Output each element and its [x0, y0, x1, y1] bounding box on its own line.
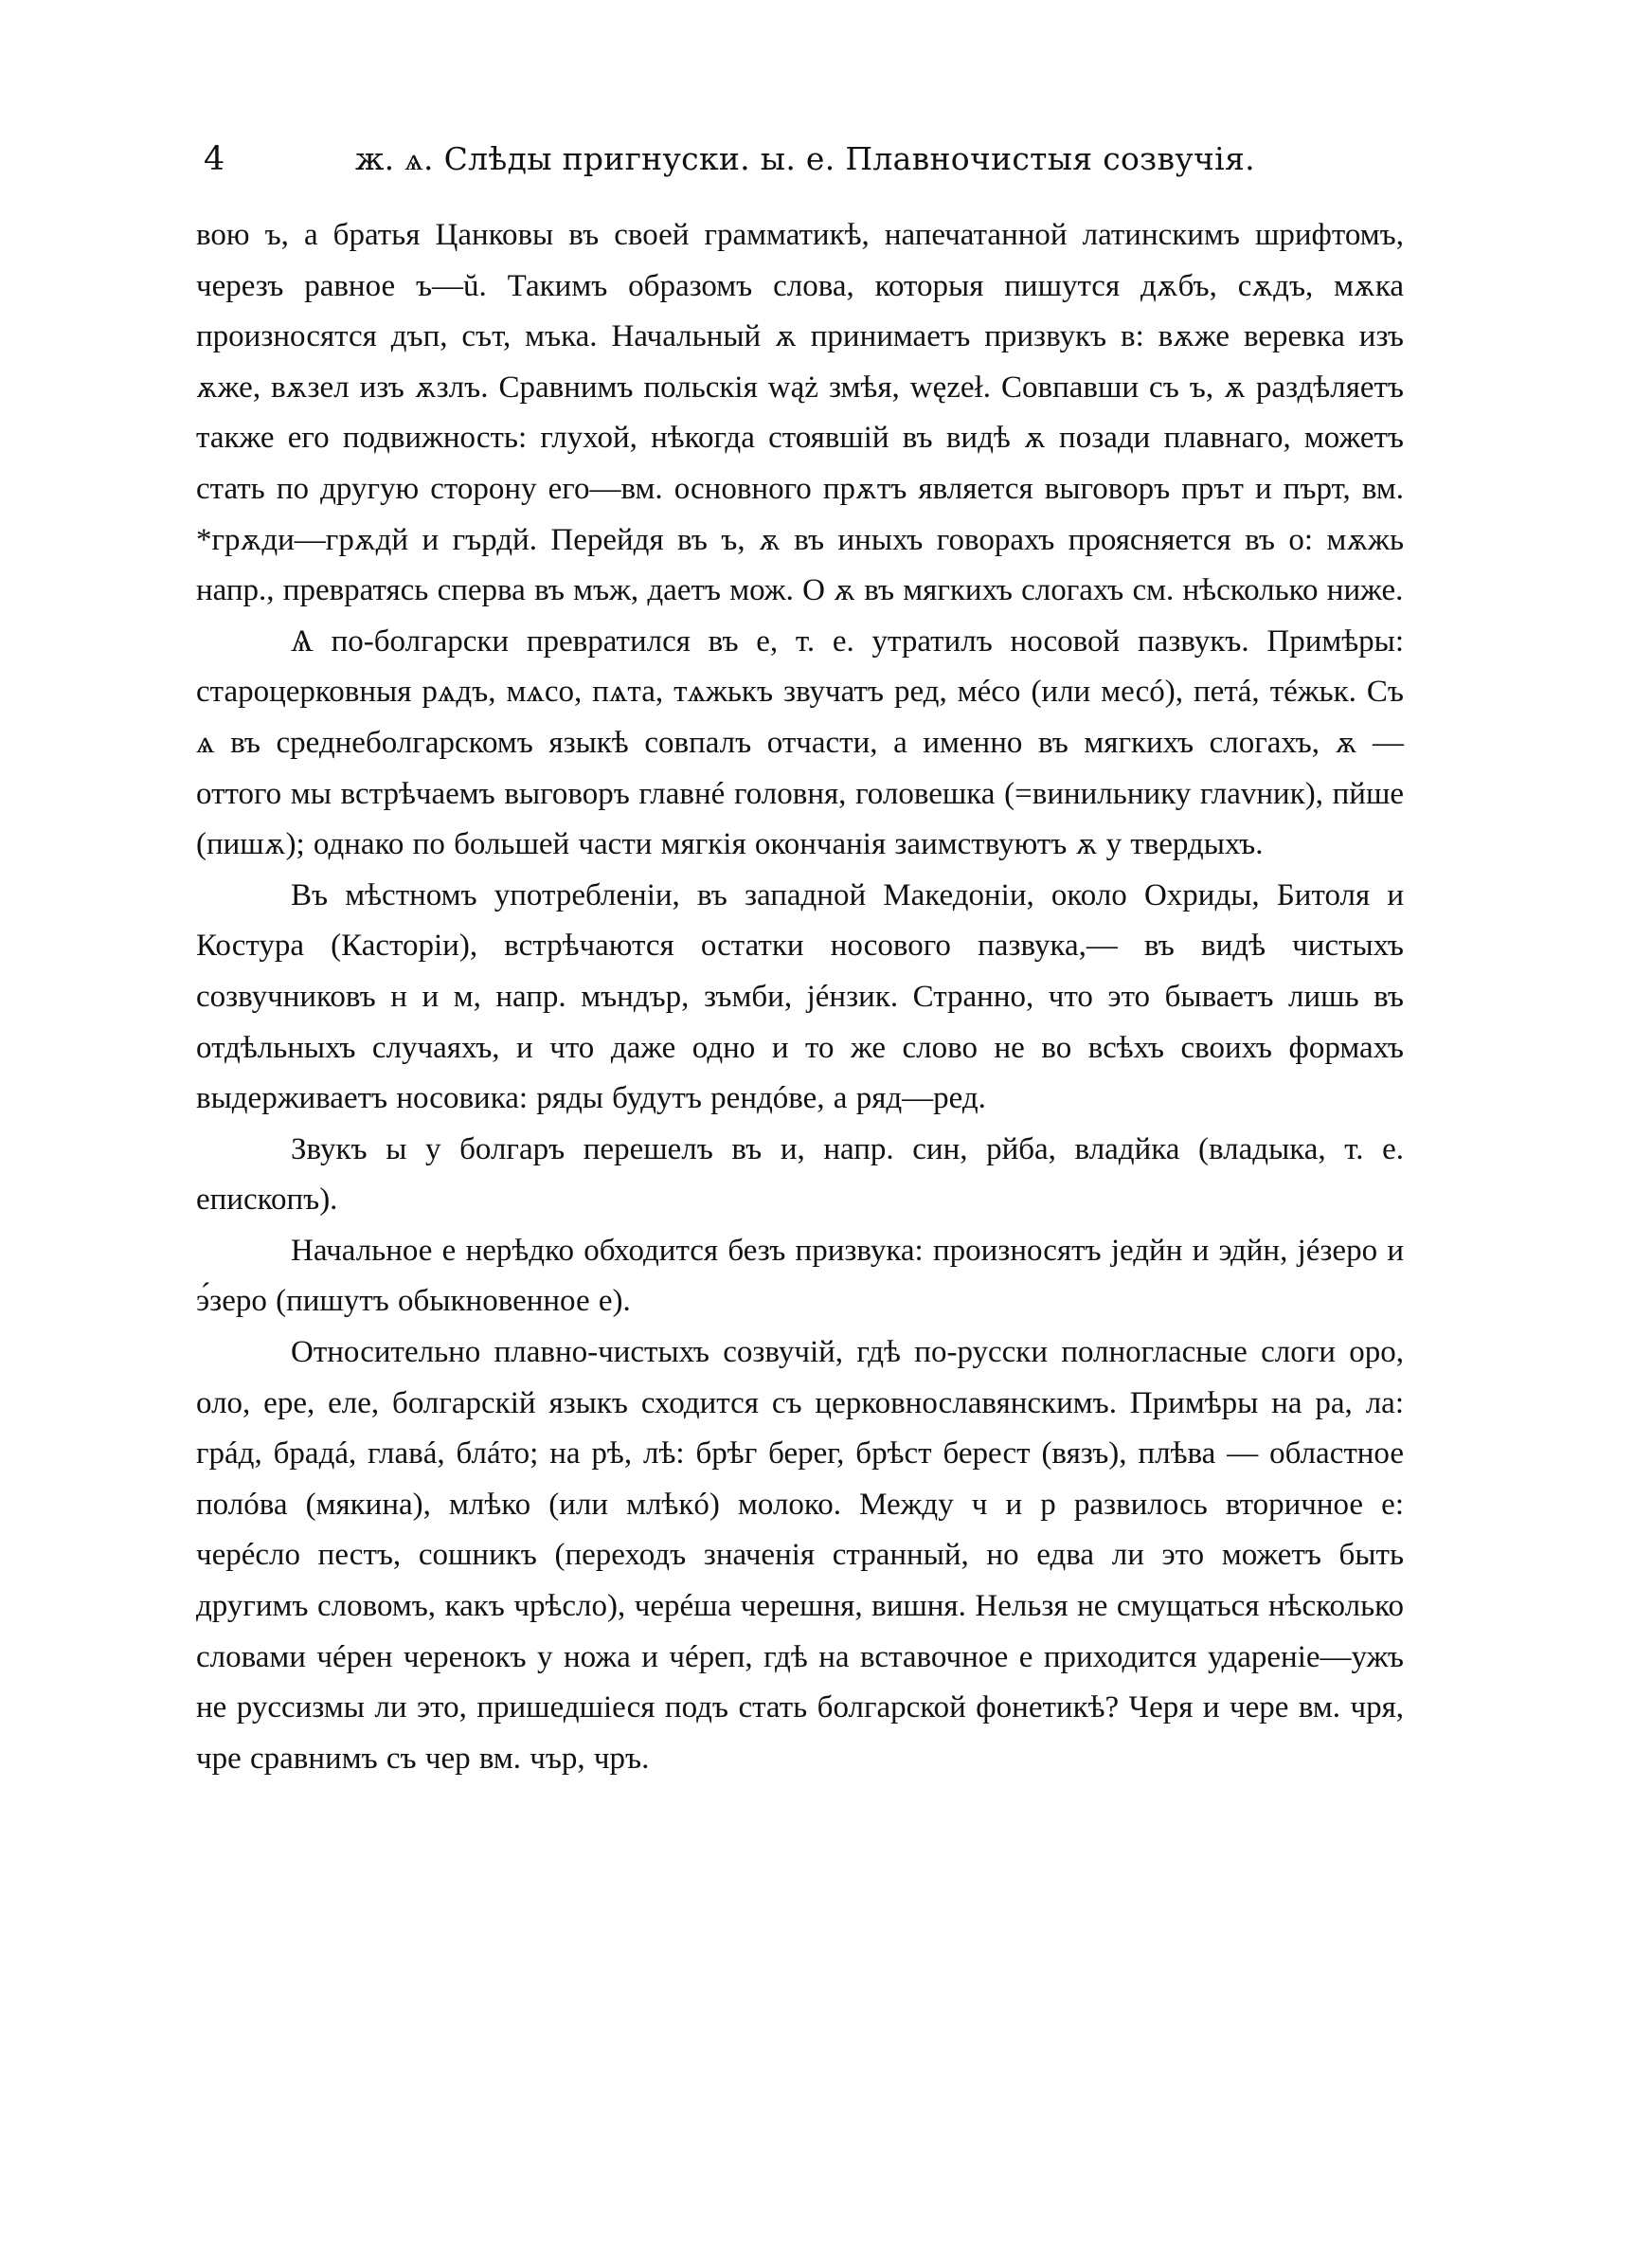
paragraph-nasal-e: Ѧ по-болгарски превратился въ е, т. е. утратилъ носовой пазвукъ. Примѣры: староцерковныя рѧдъ, мѧсо, пѧта, тѧжькъ звучатъ ред, мéсо (или месó), петá, тéжьк. Съ ѧ въ среднеболгарскомъ языкѣ совпалъ отчасти, а именно въ мягкихъ слогахъ, ѫ — оттого мы встрѣчаемъ выговоръ главнé головня, головешка (=винильнику глаvник), пйше (пишѫ); однако по большей части мягкія окончанія заимствуютъ ѫ у твердыхъ.: [196, 623, 1404, 862]
paragraph-liquid-consonants: Относительно плавно-чистыхъ созвучій, гдѣ по-русски полногласные слоги оро, оло, ере, еле, болгарскій языкъ сходится съ церковнославянскимъ. Примѣры на ра, ла: грáд, брадá, главá, блáто; на рѣ, лѣ: брѣг берег, брѣст берест (вязъ), плѣва — областное полóва (мякина), млѣко (или млѣкó) молоко. Между ч и р развилось вторичное е: черéсло пестъ, сошникъ (переходъ значенія странный, но едва ли это можетъ быть другимъ словомъ, какъ чрѣсло), черéша черешня, вишня. Нельзя не смущаться нѣсколько словами чéрен черенокъ у ножа и чéреп, гдѣ на вставочное е приходится удареніе—ужъ не руссизмы ли это, пришедшіеся подъ стать болгарской фонетикѣ? Черя и чере вм. чря, чре сравнимъ съ чер вм. чър, чръ.: [196, 1335, 1404, 1776]
page-number: 4: [204, 140, 225, 178]
paragraph-sound-y: Звукъ ы у болгаръ перешелъ въ и, напр. син, рйба, владйка (владыка, т. е. епископъ).: [196, 1131, 1404, 1218]
body-text: [196, 210, 1404, 1784]
paragraph-continuation: вою ъ, а братья Цанковы въ своей грамматикѣ, напечатанной латинскимъ шрифтомъ, черезъ равное ъ—ŭ. Такимъ образомъ слова, которыя пишутся дѫбъ, сѫдъ, мѫка произносятся дъп, сът, мъка. Начальный ѫ принимаетъ призвукъ в: вѫже веревка изъ ѫже, вѫзел изъ ѫзлъ. Сравнимъ польскія wąż змѣя, węzeł. Совпавши съ ъ, ѫ раздѣляетъ также его подвижность: глухой, нѣкогда стоявшій въ видѣ ѫ позади плавнаго, можетъ стать по другую сторону его—вм. основного прѫтъ является выговоръ прът и пърт, вм. *грѫди—грѫдй и гърдй. Перейдя въ ъ, ѫ въ иныхъ говорахъ проясняется въ о: мѫжь напр., превратясь сперва въ мъж, даетъ мож. О ѫ въ мягкихъ слогахъ см. нѣсколько ниже.: [196, 218, 1404, 608]
paragraph-initial-e: Начальное е нерѣдко обходится безъ призвука: произносятъ једйн и эдйн, јéзеро и э́зеро (пишутъ обыкновенное е).: [196, 1233, 1404, 1319]
running-title: ж. ѧ. Слѣды пригнуски. ы. е. Плавночистыя созвучія.: [355, 140, 1255, 177]
running-head: [204, 135, 1255, 184]
paragraph-macedonian-usage: Въ мѣстномъ употребленіи, въ западной Македоніи, около Охриды, Битоля и Костура (Касторіи), встрѣчаются остатки носового пазвука,— въ видѣ чистыхъ созвучниковъ н и м, напр. мъндър, зъмби, јéнзик. Странно, что это бываетъ лишь въ отдѣльныхъ случаяхъ, и что даже одно и то же слово не во всѣхъ своихъ формахъ выдерживаетъ носовика: ряды будутъ рендóве, а ряд—ред.: [196, 877, 1404, 1116]
